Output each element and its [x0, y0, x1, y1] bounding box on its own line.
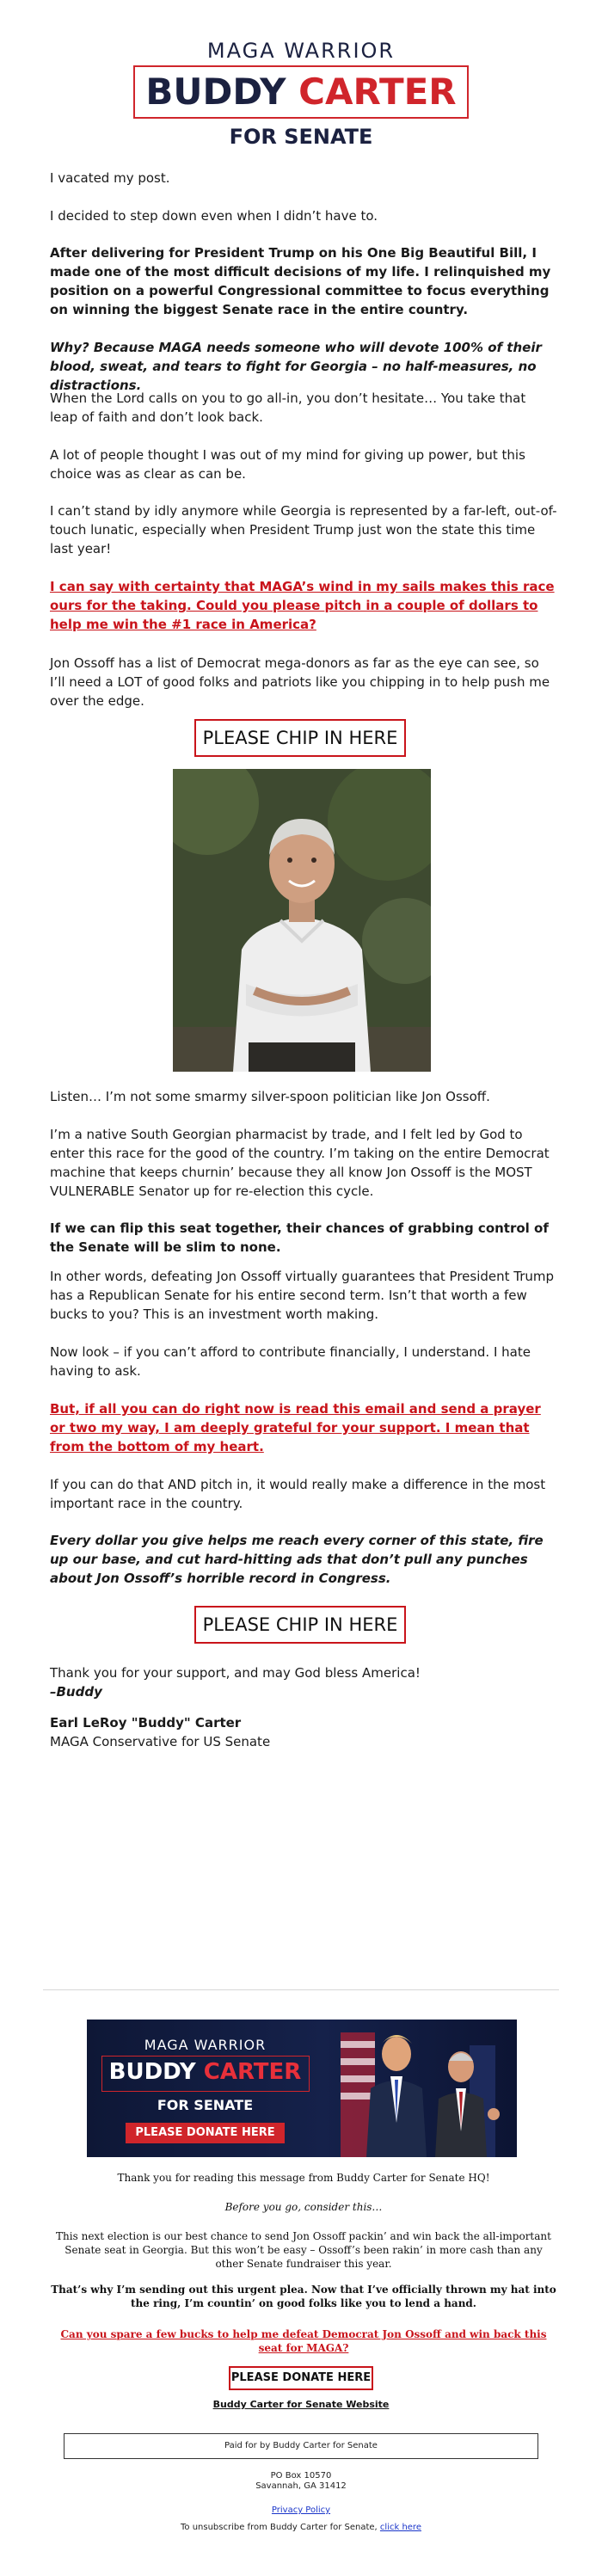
unsubscribe-line: To unsubscribe from Buddy Carter for Senate, click here: [181, 2523, 421, 2532]
footer-thanks: Thank you for reading this message from Buddy Carter for Senate HQ!: [117, 2172, 490, 2184]
footer-banner[interactable]: [87, 2020, 517, 2157]
paragraph: I vacated my post.: [50, 170, 170, 186]
paragraph: Jon Ossoff has a list of Democrat mega-donors as far as the eye can see, so I’ll need a LOT of good folks and patriots like you chipping in to help push me over the edge.: [50, 655, 550, 709]
closing-line: Thank you for your support, and may God bless America!: [50, 1665, 421, 1681]
logo-tagline: MAGA WARRIOR: [206, 39, 396, 63]
paragraph: In other words, defeating Jon Ossoff virtually guarantees that President Trump has a Republican Senate for his entire second term. Isn’t that worth a few bucks to you? This is an investment worth making.: [50, 1269, 555, 1322]
footer-paragraph-2: That’s why I’m sending out this urgent plea. Now that I’ve officially thrown my hat into the ring, I’m countin’ on good folks like you to lend a hand.: [51, 2284, 556, 2309]
paragraph: When the Lord calls on you to go all-in, you don’t hesitate… You take that leap of faith and don’t look back.: [50, 390, 526, 425]
paragraph: If you can do that AND pitch in, it would really make a difference in the most important race in the country.: [50, 1477, 546, 1511]
footer-donate-link[interactable]: Can you spare a few bucks to help me defeat Democrat Jon Ossoff and win back this seat for MAGA?: [60, 2328, 547, 2354]
chip-in-button[interactable]: PLEASE CHIP IN HERE: [194, 719, 406, 757]
chip-in-button-2[interactable]: PLEASE CHIP IN HERE: [194, 1606, 406, 1644]
paragraph-italic: Every dollar you give helps me reach every corner of this state, fire up our base, and cut hard-hitting ads that don’t pull any punches about Jon Ossoff’s horrible record in Congress.: [50, 1533, 544, 1586]
banner-last-name: CARTER: [203, 2059, 302, 2085]
paragraph: Listen… I’m not some smarmy silver-spoon politician like Jon Ossoff.: [50, 1089, 490, 1104]
header-logo: [0, 38, 602, 150]
footer-divider: [43, 1989, 559, 1990]
address-city: Savannah, GA 31412: [255, 2481, 347, 2491]
logo-name-box: [133, 65, 468, 119]
privacy-policy-link[interactable]: Privacy Policy: [271, 2505, 331, 2515]
logo-first-name: BUDDY: [145, 71, 286, 113]
signoff: –Buddy: [50, 1684, 102, 1700]
candidate-photo-illustration: [173, 769, 431, 1072]
paragraph: I’m a native South Georgian pharmacist by trade, and I felt led by God to enter this race for the good of the country. I’m taking on the entire Democrat machine that keeps churnin’ because they all know Jon Ossoff is the MOST VULNERABLE Senator up for re-election this cycle.: [50, 1127, 550, 1199]
banner-donate-button[interactable]: PLEASE DONATE HERE: [126, 2123, 285, 2143]
paragraph-bold: After delivering for President Trump on his One Big Beautiful Bill, I made one of the most difficult decisions of my life. I relinquished my position on a powerful Congressional committee to focus everything on winning the biggest Senate race in the entire country.: [50, 245, 551, 317]
signature-name: Earl LeRoy "Buddy" Carter: [50, 1715, 242, 1731]
logo-subtitle: FOR SENATE: [229, 125, 373, 149]
website-link[interactable]: Buddy Carter for Senate Website: [212, 2399, 390, 2410]
paragraph-bold: If we can flip this seat together, their chances of grabbing control of the Senate will be slim to none.: [50, 1220, 549, 1255]
footer-donate-button[interactable]: PLEASE DONATE HERE: [229, 2366, 373, 2390]
address-po-box: PO Box 10570: [270, 2471, 332, 2481]
banner-photo-illustration: [323, 2020, 517, 2157]
logo-last-name: CARTER: [298, 71, 457, 113]
paragraph-italic: Why? Because MAGA needs someone who will devote 100% of their blood, sweat, and tears to fight for Georgia – no half-measures, no distractions.: [50, 340, 542, 393]
paragraph: I can’t stand by idly anymore while Georgia is represented by a far-left, out-of-touch lunatic, especially when President Trump just won the state this time last year!: [50, 503, 557, 556]
paid-for-box: Paid for by Buddy Carter for Senate: [64, 2433, 538, 2459]
donate-link-2[interactable]: But, if all you can do right now is read this email and send a prayer or two my way, I am deeply grateful for your support. I mean that from the bottom of my heart.: [50, 1401, 541, 1454]
paragraph: I decided to step down even when I didn’t have to.: [50, 208, 378, 224]
footer-paragraph-1: This next election is our best chance to send Jon Ossoff packin’ and win back the all-important Senate seat in Georgia. But this won’t be easy – Ossoff’s been rakin’ in more cash than any other Senate fundraiser this year.: [56, 2230, 551, 2270]
banner-tagline: MAGA WARRIOR: [144, 2037, 267, 2053]
paragraph: Now look – if you can’t afford to contribute financially, I understand. I hate having to ask.: [50, 1344, 531, 1379]
banner-first-name: BUDDY: [108, 2059, 196, 2085]
signature-title: MAGA Conservative for US Senate: [50, 1734, 271, 1749]
donate-link-1[interactable]: I can say with certainty that MAGA’s wind in my sails makes this race ours for the taking. Could you please pitch in a couple of dollars to help me win the #1 race in America?: [50, 579, 555, 632]
footer-consider: Before you go, consider this…: [224, 2201, 383, 2213]
candidate-photo: [173, 769, 431, 1072]
paragraph: A lot of people thought I was out of my mind for giving up power, but this choice was as clear as can be.: [50, 447, 525, 482]
banner-subtitle: FOR SENATE: [157, 2097, 254, 2113]
unsubscribe-link[interactable]: click here: [379, 2523, 421, 2532]
